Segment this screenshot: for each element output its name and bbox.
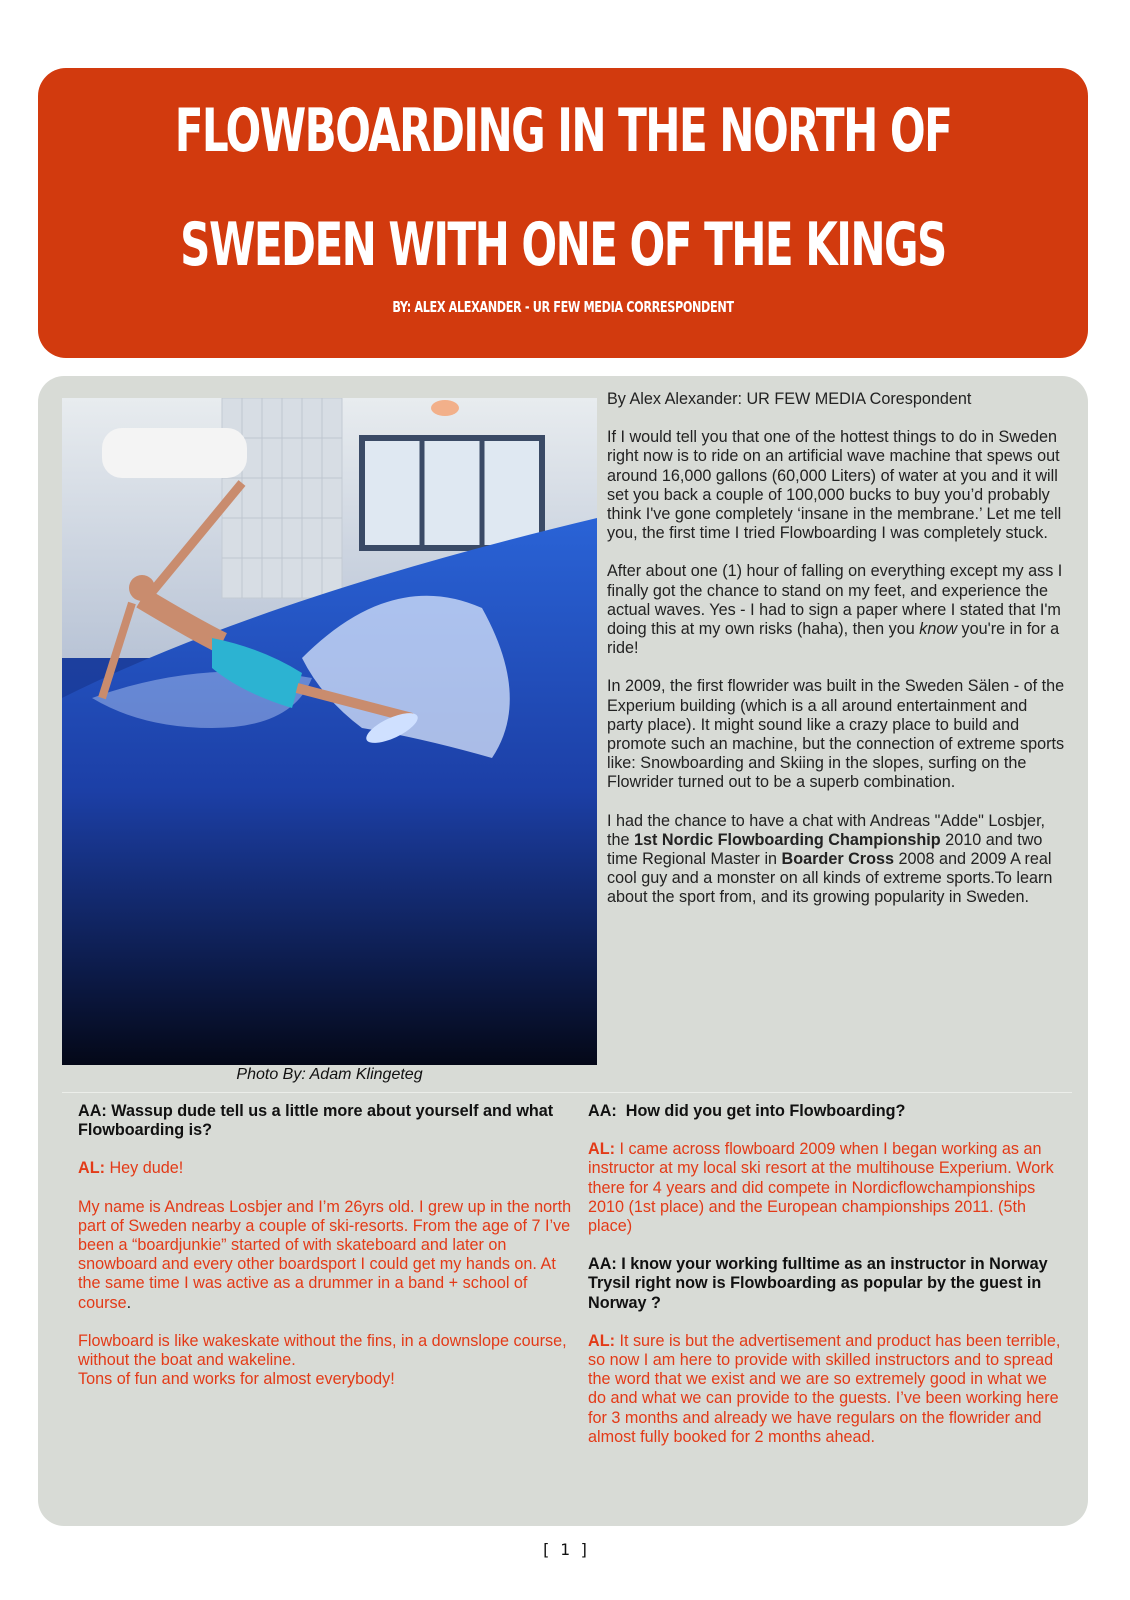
article-title [154, 74, 973, 302]
article-panel [38, 376, 1088, 1526]
p4-text-c: 2010 and two time Regional Master in [607, 830, 1043, 869]
answer-1-paragraph-2 [78, 1198, 578, 1313]
p4-text-a: I had the chance to have a chat with Andreas "Adde" Losbjer, the [607, 811, 1046, 849]
answer-label: AL: [588, 1331, 615, 1350]
intro-byline: By Alex Alexander: UR FEW MEDIA Corespondent [607, 390, 972, 408]
intro-paragraph-4 [607, 812, 1067, 908]
interview-right-column [588, 1102, 1068, 1466]
p4-bold-1: 1st Nordic Flowboarding Championship [634, 830, 941, 849]
intro-paragraph-3: In 2009, the first flowrider was built in the Sweden Sälen - of the Experium building (which is a all around entertainment and party place). It might sound like a crazy place to build and promote such an machine, but the connection of extreme sports like: Snowboarding and Skiing in the slopes, surfing on the Flowrider turned out to be a superb combination. [607, 677, 1065, 792]
intro-paragraph-2 [607, 562, 1067, 658]
p4-text-d: 2008 and 2009 A real cool guy and a monster on all kinds of extreme sports.To learn about the sport from, and its growing popularity in Sweden. [607, 850, 1053, 907]
question-3: AA: I know your working fulltime as an instructor in Norway Trysil right now is Flowboarding as popular by the guest in Norway ? [588, 1255, 1048, 1312]
flowboarding-photo [62, 398, 597, 1065]
answer-3 [588, 1332, 1068, 1447]
title-banner [38, 68, 1088, 358]
answer-1-paragraph-3 [78, 1332, 578, 1390]
question-2: AA: How did you get into Flowboarding? [588, 1102, 906, 1120]
answer-text: My name is Andreas Losbjer and I’m 26yrs old. I grew up in the north part of Sweden nearby a couple of ski-resorts. From the age of 7 I’ve been a “boardjunkie” started of with skateboard and later on snowboard and every other boardsport I could get my hands on. At the same time I was active as a drummer in a band + school of course [78, 1197, 572, 1312]
answer-label: AL: [78, 1159, 105, 1178]
p2-text-b: you're in for a ride! [607, 620, 1060, 658]
header-byline: BY: ALEX ALEXANDER - UR FEW MEDIA CORRESPONDENT [392, 298, 734, 316]
answer-text: It sure is but the advertisement and product has been terrible, so now I am here to provide with skilled instructors and to spread the word that we exist and we are so extremely good in what we do and what we can provide to the guests. I’ve been working here for 3 months and already we have regulars on the flowrider and almost fully booked for 2 months ahead. [588, 1331, 1061, 1446]
answer-text: Hey dude! [104, 1159, 184, 1178]
p2-emphasis: know [919, 620, 958, 639]
question-1: AA: Wassup dude tell us a little more about yourself and what Flowboarding is? [78, 1102, 554, 1140]
surfer-illustration [62, 398, 597, 1065]
answer-label: AL: [588, 1140, 615, 1159]
photo-caption: Photo By: Adam Klingeteg [236, 1066, 423, 1083]
intro-paragraph-1: If I would tell you that one of the hottest things to do in Sweden right now is to ride on an artificial wave machine that spews out around 16,000 gallons (60,000 Liters) of water at you and it will set you back a couple of 100,000 bucks to buy you’d probably think I've gone completely ‘insane in the membrane.’ Let me tell you, the first time I tried Flowboarding I was completely stuck. [607, 428, 1062, 543]
answer-1-intro [78, 1159, 578, 1178]
p2-text-a: After about one (1) hour of falling on everything except my ass I finally got the chance to stand on my feet, and experience the actual waves. Yes - I had to sign a paper where I stated that I'm doing this at my own risks (haha), then you [607, 562, 1063, 639]
intro-column [607, 390, 1067, 927]
interview-left-column [78, 1102, 578, 1408]
answer-text-line-1: Flowboard is like wakeskate without the fins, in a downslope course, without the boat and wakeline. [78, 1331, 567, 1370]
section-divider [62, 1092, 1072, 1093]
answer-2 [588, 1140, 1068, 1236]
answer-text-line-2: Tons of fun and works for almost everybody! [78, 1370, 395, 1389]
p4-bold-2: Boarder Cross [781, 850, 894, 869]
answer-period: . [126, 1293, 132, 1312]
title-line-1: FLOWBOARDING IN THE NORTH OF [174, 96, 952, 166]
title-line-2: SWEDEN WITH ONE OF THE KINGS [180, 210, 946, 280]
page-number: [ 1 ] [540, 1540, 590, 1559]
answer-text: I came across flowboard 2009 when I began working as an instructor at my local ski resort at the multihouse Experium. Work there for 4 years and did compete in Nordicflowchampionships 2010 (1st place) and the European championships 2011. (5th place) [588, 1140, 1054, 1236]
